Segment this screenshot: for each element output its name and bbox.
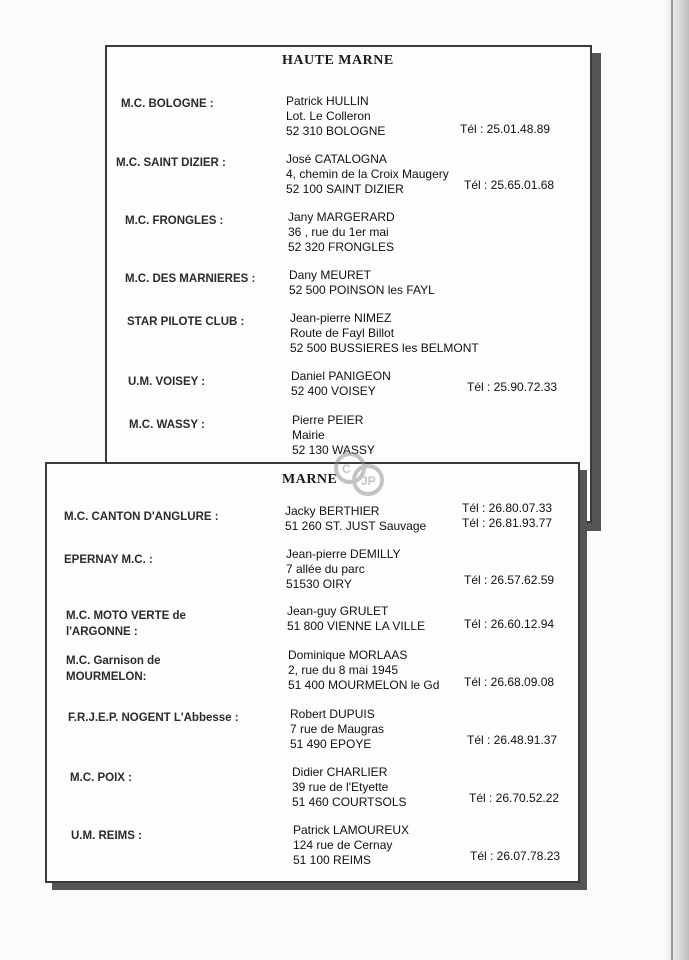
club-address (290, 707, 384, 752)
telephone (469, 791, 559, 806)
section-title: HAUTE MARNE (282, 53, 394, 68)
address-line: 51 800 VIENNE LA VILLE (287, 619, 426, 633)
club-address (286, 152, 449, 197)
address-line: Dany MEURET (289, 268, 372, 282)
club-name: EPERNAY M.C. : (64, 554, 153, 566)
address-line: 7 rue de Maugras (290, 722, 385, 736)
phone-number: Tél : 26.60.12.94 (464, 617, 555, 631)
address-line: Didier CHARLIER (292, 765, 388, 779)
telephone (460, 122, 550, 137)
club-address (288, 210, 395, 255)
address-line: 52 310 BOLOGNE (286, 124, 386, 138)
club-name: M.C. BOLOGNE : (121, 98, 214, 110)
address-line: 4, chemin de la Croix Maugery (286, 167, 449, 181)
address-line: 51 490 EPOYE (290, 737, 372, 751)
phone-number: Tél : 26.80.07.33 (462, 501, 553, 515)
address-line: 51530 OIRY (286, 577, 352, 591)
club-address (285, 504, 426, 534)
page-edge-line (671, 0, 673, 960)
telephone (464, 617, 554, 632)
address-line: Patrick LAMOUREUX (293, 823, 410, 837)
club-name: M.C. WASSY : (129, 419, 205, 431)
address-line: Jacky BERTHIER (285, 504, 380, 518)
club-address (287, 604, 425, 634)
club-name: U.M. VOISEY : (128, 376, 206, 388)
telephone (464, 675, 554, 690)
club-address (290, 311, 479, 356)
address-line: Patrick HULLIN (286, 94, 369, 108)
address-line: Robert DUPUIS (290, 707, 375, 721)
telephone (462, 501, 552, 531)
telephone (467, 733, 557, 748)
address-line: 51 460 COURTSOLS (292, 795, 407, 809)
address-line: Pierre PEIER (292, 413, 364, 427)
club-address (289, 268, 435, 298)
address-line: 51 260 ST. JUST Sauvage (285, 519, 427, 533)
address-line: 52 100 SAINT DIZIER (286, 182, 404, 196)
address-line: 51 400 MOURMELON le Gd (288, 678, 440, 692)
club-name: M.C. DES MARNIERES : (125, 273, 256, 285)
telephone (470, 849, 560, 864)
address-line: 52 500 BUSSIERES les BELMONT (290, 341, 479, 355)
address-line: Lot. Le Colleron (286, 109, 371, 123)
address-line: Jany MARGERARD (288, 210, 395, 224)
address-line: 51 100 REIMS (293, 853, 372, 867)
address-line: 124 rue de Cernay (293, 838, 393, 852)
club-name: M.C. Garnison de MOURMELON: (66, 655, 161, 683)
club-name: M.C. FRONGLES : (125, 215, 224, 227)
club-address (292, 765, 407, 810)
club-address (288, 648, 439, 693)
section-title: MARNE (282, 472, 338, 487)
club-name: M.C. CANTON D'ANGLURE : (64, 511, 219, 523)
address-line: 36 , rue du 1er mai (288, 225, 389, 239)
club-address (293, 823, 409, 868)
club-name: F.R.J.E.P. NOGENT L'Abbesse : (68, 712, 239, 724)
club-name: M.C. POIX : (70, 772, 132, 784)
club-name: M.C. MOTO VERTE de l'ARGONNE : (66, 610, 186, 638)
phone-number: Tél : 26.57.62.59 (464, 573, 555, 587)
address-line: Jean-pierre DEMILLY (286, 547, 401, 561)
club-name: M.C. SAINT DIZIER : (116, 157, 226, 169)
telephone (464, 178, 554, 193)
phone-number: Tél : 26.81.93.77 (462, 516, 553, 530)
phone-number: Tél : 25.90.72.33 (467, 380, 558, 394)
phone-number: Tél : 25.65.01.68 (464, 178, 555, 192)
club-address (286, 547, 401, 592)
phone-number: Tél : 25.01.48.89 (460, 122, 551, 136)
club-name: STAR PILOTE CLUB : (127, 316, 245, 328)
address-line: 39 rue de l'Etyette (292, 780, 389, 794)
address-line: 52 500 POINSON les FAYL (289, 283, 435, 297)
phone-number: Tél : 26.48.91.37 (467, 733, 558, 747)
address-line: Mairie (292, 428, 325, 442)
phone-number: Tél : 26.07.78.23 (470, 849, 561, 863)
telephone (467, 380, 557, 395)
address-line: 52 130 WASSY (292, 443, 375, 457)
svg-text:JP: JP (361, 474, 376, 488)
address-line: 7 allée du parc (286, 562, 365, 576)
address-line: 2, rue du 8 mai 1945 (288, 663, 399, 677)
club-address (286, 94, 385, 139)
club-logo-watermark (330, 446, 388, 502)
address-line: José CATALOGNA (286, 152, 387, 166)
phone-number: Tél : 26.68.09.08 (464, 675, 555, 689)
club-name: U.M. REIMS : (71, 830, 142, 842)
address-line: Jean-pierre NIMEZ (290, 311, 392, 325)
club-address (291, 369, 391, 399)
address-line: Dominique MORLAAS (288, 648, 408, 662)
telephone (464, 573, 554, 588)
address-line: 52 320 FRONGLES (288, 240, 395, 254)
address-line: Daniel PANIGEON (291, 369, 391, 383)
phone-number: Tél : 26.70.52.22 (469, 791, 560, 805)
address-line: Jean-guy GRULET (287, 604, 389, 618)
address-line: Route de Fayl Billot (290, 326, 395, 340)
address-line: 52 400 VOISEY (291, 384, 376, 398)
svg-text:C: C (342, 462, 351, 476)
